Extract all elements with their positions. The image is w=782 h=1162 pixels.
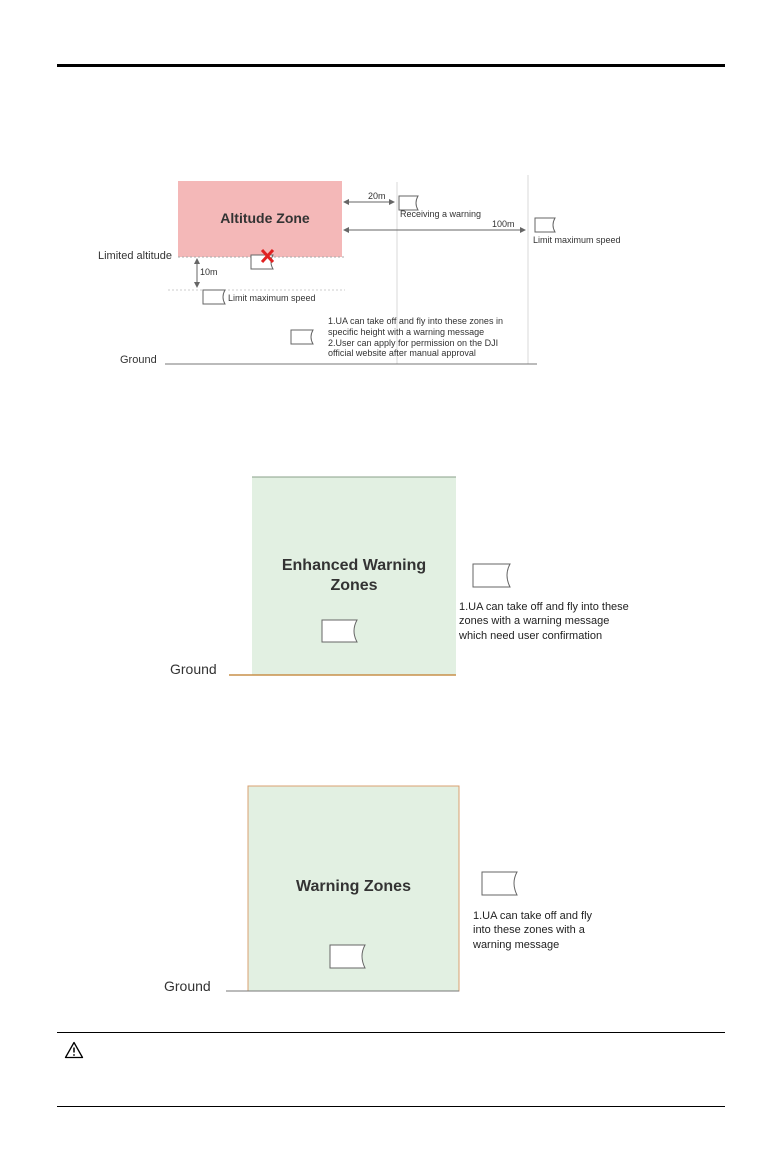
- altitude-note-line3: 2.User can apply for permission on the DJI: [328, 337, 499, 348]
- legend-marker-icon: [291, 330, 313, 344]
- enhanced-note-line1: 1.UA can take off and fly into these: [459, 601, 629, 613]
- distance-10m-label: 10m: [200, 267, 218, 277]
- warning-ground-label: Ground: [164, 978, 211, 994]
- warning-zone-marker-icon: [330, 945, 365, 968]
- limited-altitude-label: Limited altitude: [98, 250, 172, 262]
- enhanced-note: [459, 600, 659, 643]
- warning-note: [473, 909, 653, 952]
- enhanced-note-line3: which need user confirmation: [459, 629, 603, 642]
- distance-20m-label: 20m: [368, 191, 386, 201]
- warning-zone-title: Warning Zones: [296, 878, 411, 895]
- enhanced-title-line2: Zones: [330, 577, 378, 594]
- warning-marker-icon: [399, 196, 418, 210]
- enhanced-warning-diagram: [0, 460, 782, 700]
- receiving-warning-label: Receiving a warning: [400, 209, 482, 219]
- enhanced-legend-marker-icon: [473, 564, 510, 587]
- enhanced-zone-marker-icon: [322, 620, 357, 642]
- notice-separator: [57, 1032, 725, 1033]
- limit-speed-right-label: Limit maximum speed: [533, 235, 621, 245]
- warning-note-line2: into these zones with a: [473, 924, 585, 937]
- altitude-zone-title: Altitude Zone: [220, 210, 310, 226]
- enhanced-title-line1: Enhanced Warning: [281, 557, 427, 574]
- enhanced-note-line2: zones with a warning message: [459, 615, 610, 628]
- warning-note-line1: 1.UA can take off and fly: [473, 910, 593, 922]
- limit-speed-bottom-label: Limit maximum speed: [228, 293, 316, 303]
- enhanced-ground-label: Ground: [170, 661, 217, 677]
- altitude-note-line4: official website after manual approval: [328, 348, 476, 359]
- warning-note-line3: warning message: [473, 938, 560, 951]
- warning-legend-marker-icon: [482, 872, 517, 895]
- altitude-note: [328, 316, 528, 359]
- footer-rule: [57, 1106, 725, 1107]
- altitude-zone-diagram: [0, 0, 782, 400]
- warning-triangle-icon: [64, 1041, 84, 1059]
- distance-100m-label: 100m: [492, 219, 515, 229]
- altitude-ground-label: Ground: [120, 354, 157, 366]
- altitude-note-line1: 1.UA can take off and fly into these zones in: [328, 316, 503, 326]
- altitude-note-line2: specific height with a warning message: [328, 326, 485, 337]
- enhanced-zone-title: [252, 556, 456, 596]
- speed-marker-icon: [535, 218, 555, 232]
- bottom-speed-marker-icon: [203, 290, 225, 304]
- warning-zone-diagram: [0, 780, 782, 1000]
